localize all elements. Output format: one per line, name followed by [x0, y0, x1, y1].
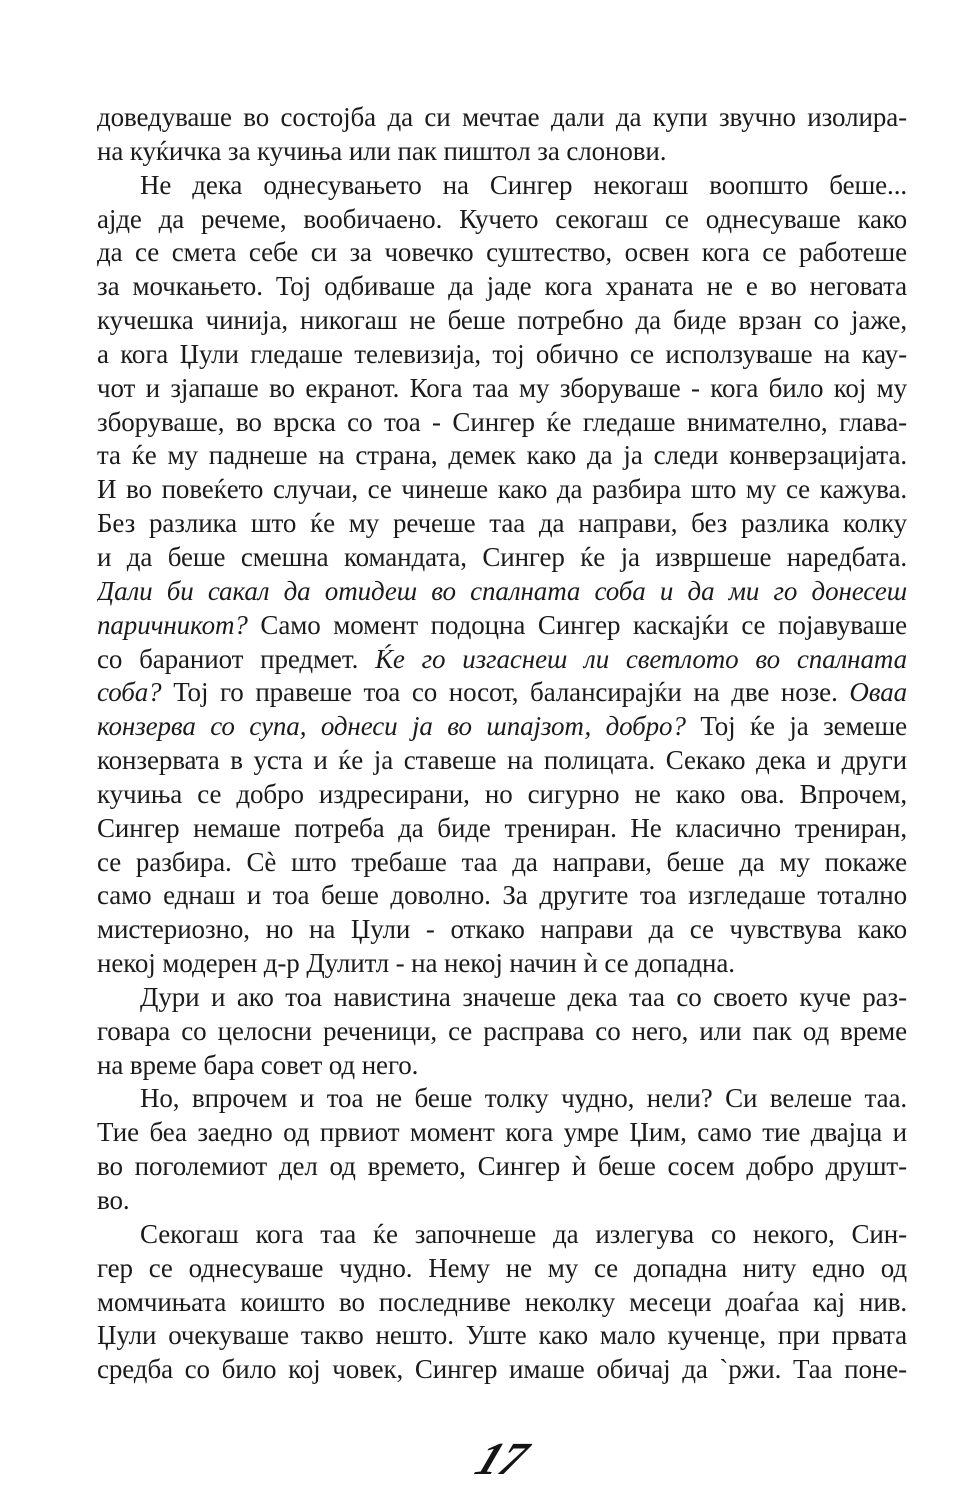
text-line [97, 270, 907, 304]
text-line [97, 879, 907, 913]
text-segment: доведуваше во состојба да си мечтае дали да купи звучно изолира- [97, 102, 907, 132]
text-line [97, 744, 907, 778]
italic-text-segment: конзерва со супа, однеси ја во шпајзот, добро? [97, 711, 701, 742]
text-line [97, 135, 907, 169]
text-line [97, 812, 907, 846]
text-segment: говара со целосни реченици, се расправа со него, или пак од време [97, 1015, 907, 1046]
text-segment: чот и зјапаше во екранот. Кога таа му зборуваше - кога било кој му [97, 372, 907, 403]
page-text [97, 101, 907, 1387]
text-line [97, 406, 907, 440]
text-line [97, 1082, 907, 1116]
text-segment: во поголемиот дел од времето, Сингер ѝ беше сосем добро друшт- [97, 1151, 907, 1182]
text-segment: та ќе му паднеше на страна, демек како да ја следи конверзацијата. [97, 440, 907, 471]
text-line [97, 778, 907, 812]
text-line [97, 372, 907, 406]
text-segment: Тие беа заедно од првиот момент кога умре Џим, само тие двајца и [97, 1117, 907, 1148]
text-line [97, 1319, 907, 1353]
text-line [97, 439, 907, 473]
text-line [97, 981, 907, 1015]
text-line [97, 710, 907, 744]
text-segment: Секогаш кога таа ќе започнеше да излегува со некого, Син- [140, 1218, 907, 1249]
italic-text-segment: соба? [97, 677, 174, 708]
text-line [97, 643, 907, 677]
text-segment: мистериозно, но на Џули - откако направи да се чувствува како [97, 914, 907, 945]
text-segment: Тој ќе ја земеше [700, 711, 907, 742]
text-line [97, 1184, 907, 1218]
text-line [97, 1049, 907, 1083]
text-line [97, 846, 907, 880]
text-segment: Сингер немаше потреба да биде трениран. Не класично трениран, [97, 812, 907, 843]
text-segment: Но, впрочем и тоа не беше толку чудно, нели? Си велеше таа. [140, 1083, 907, 1114]
text-line [97, 1116, 907, 1150]
text-segment: ајде да речеме, вообичаено. Кучето секогаш се однесуваше како [97, 203, 907, 234]
text-segment: кучешка чинија, никогаш не беше потребно да биде врзан со јаже, [97, 305, 907, 336]
text-line [97, 947, 907, 981]
text-segment: гер се однесуваше чудно. Нему не му се допадна ниту едно од [97, 1252, 907, 1283]
text-line [97, 236, 907, 270]
text-line [97, 507, 907, 541]
text-segment: а кога Џули гледаше телевизија, тој обично се исползуваше на кау- [97, 338, 907, 369]
text-segment: Без разлика што ќе му речеше таа да направи, без разлика колку [97, 508, 907, 539]
text-segment: да се смета себе си за човечко суштество, освен кога се работеше [97, 237, 907, 268]
text-line [97, 1218, 907, 1252]
italic-text-segment: Дали би сакал да отидеш во спалната соба и да ми го донесеш [97, 575, 907, 606]
text-line [97, 541, 907, 575]
page-number: 17 [468, 1433, 536, 1484]
text-line [97, 1015, 907, 1049]
italic-text-segment: Оваа [849, 677, 907, 708]
italic-text-segment: паричникот? [97, 609, 261, 640]
text-line [97, 338, 907, 372]
text-segment: во. [97, 1185, 130, 1215]
text-segment: на куќичка за кучиња или пак пиштол за слонови. [97, 135, 667, 166]
text-segment: некој модерен д-р Дулитл - на некој начин ѝ се допадна. [97, 948, 735, 979]
text-segment: кучиња се добро издресирани, но сигурно не како ова. Впрочем, [97, 778, 907, 809]
italic-text-segment: Ќе го изгаснеш ли светлото во спалната [375, 643, 907, 674]
text-segment: на време бара совет од него. [97, 1049, 419, 1080]
text-line [97, 473, 907, 507]
text-line [97, 609, 907, 643]
text-line [97, 676, 907, 710]
text-segment: конзервата в уста и ќе ја ставеше на полицата. Секако дека и други [97, 745, 907, 776]
text-line [97, 203, 907, 237]
text-segment: Не дека однесувањето на Сингер некогаш воопшто беше... [140, 169, 907, 200]
text-line [97, 304, 907, 338]
text-line [97, 1252, 907, 1286]
text-segment: момчињата коишто во последниве неколку месеци доаѓаа кај нив. [97, 1286, 907, 1317]
text-segment: Само момент подоцна Сингер каскајќи се појавуваше [260, 609, 907, 640]
text-segment: со бараниот предмет. [97, 643, 376, 674]
text-segment: за мочкањето. Тој одбиваше да јаде кога храната не е во неговата [97, 271, 907, 302]
text-segment: Џули очекуваше такво нешто. Уште како мало кученце, при првата [97, 1320, 907, 1351]
text-segment: И во повеќето случаи, се чинеше како да разбира што му се кажува. [97, 474, 907, 505]
text-segment: и да беше смешна командата, Сингер ќе ја извршеше наредбата. [97, 541, 907, 572]
page-number-area [0, 1432, 978, 1485]
text-segment: зборуваше, во врска со тоа - Сингер ќе гледаше внимателно, глава- [97, 406, 907, 437]
text-line [97, 1286, 907, 1320]
text-line [97, 575, 907, 609]
text-segment: се разбира. Сѐ што требаше таа да направи, беше да му покаже [97, 846, 907, 877]
text-segment: Тој го правеше тоа со носот, балансирајќи на две нозе. [173, 677, 850, 708]
text-segment: средба со било кој човек, Сингер имаше обичај да `ржи. Таа поне- [97, 1354, 907, 1385]
text-segment: Дури и ако тоа навистина значеше дека таа со своето куче раз- [140, 981, 907, 1012]
text-line [97, 101, 907, 135]
text-line [97, 913, 907, 947]
text-segment: само еднаш и тоа беше доволно. За другите тоа изгледаше тотално [97, 880, 907, 911]
text-line [97, 1353, 907, 1387]
text-line [97, 1150, 907, 1184]
text-line [97, 169, 907, 203]
